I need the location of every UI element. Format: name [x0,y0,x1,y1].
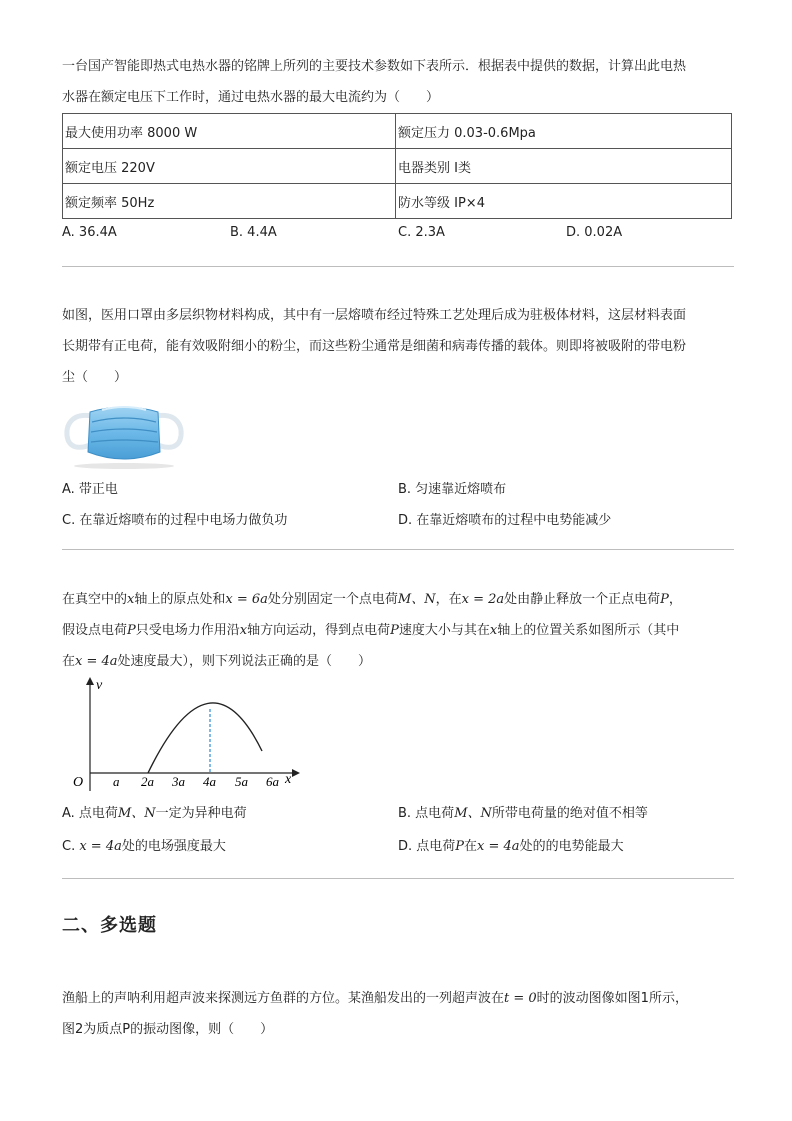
text: 假设点电荷 [62,623,128,638]
math: P [455,839,465,854]
q1-option-d[interactable]: D. 0.02A [566,225,623,240]
math: P [127,623,136,638]
q2-stem-line1: 如图，医用口罩由多层织物材料构成，其中有一层熔喷布经过特殊工艺处理后成为驻极体材料，这层材料表面 [62,308,687,323]
question-divider [62,549,734,550]
q2-stem-line2: 长期带有正电荷，能有效吸附细小的粉尘，而这些粉尘通常是细菌和病毒传播的载体。则即将被吸附的带电粉 [62,339,687,354]
text: 轴方向运动，得到点电荷 [247,623,391,638]
q1-option-c[interactable]: C. 2.3A [398,225,445,240]
math: t = 0 [504,991,537,1006]
math: P [660,592,669,607]
surgical-mask-image [62,398,186,470]
question-divider [62,878,734,879]
table-row [63,184,732,219]
q1-stem-line2: 水器在额定电压下工作时，通过电热水器的最大电流约为（ ） [62,90,440,105]
text: 轴上的位置关系如图所示（其中 [497,623,680,638]
tick-label-4a: 4a [203,774,216,789]
q3-option-a[interactable] [62,804,247,824]
math: P [390,623,399,638]
text: 在 [62,654,76,669]
q1-stem [62,51,734,113]
text: 处由静止释放一个正点电荷 [504,592,661,607]
q2-option-b[interactable]: B. 匀速靠近熔喷布 [398,482,507,497]
q3-option-d[interactable] [398,837,624,857]
q3-option-b[interactable] [398,804,648,824]
table-row [63,114,732,149]
math: x [127,592,135,607]
y-axis-arrow [86,677,94,685]
math: M、N [397,592,436,607]
text: 速度大小与其在 [398,623,490,638]
math: x = 4a [477,839,520,854]
table-cell: 额定频率 50Hz [63,184,396,219]
math: x = 2a [461,592,505,607]
q1-stem-line1: 一台国产智能即热式电热水器的铭牌上所列的主要技术参数如下表所示．根据表中提供的数据，计算出此电热 [62,59,687,74]
tick-label-5a: 5a [235,774,248,789]
q2-option-c[interactable]: C. 在靠近熔喷布的过程中电场力做负功 [62,513,288,528]
q3-stem [62,584,734,677]
tick-label-3a: 3a [172,774,185,789]
q3-stem-line1 [62,584,734,615]
tick-label-6a: 6a [266,774,279,789]
text: 轴上的原点处和 [134,592,226,607]
question-divider [62,266,734,267]
text: C. [62,839,80,854]
text: 在真空中的 [62,592,128,607]
text: ， [668,592,682,607]
text: 只受电场力作用沿 [135,623,240,638]
x-axis-label: x [285,772,292,787]
q2-option-d[interactable]: D. 在靠近熔喷布的过程中电势能减少 [398,513,612,528]
q3-option-c[interactable] [62,837,226,857]
q3-options-row1 [62,804,734,824]
table-cell: 电器类别 Ⅰ类 [396,149,732,184]
text: 处速度最大），则下列说法正确的是（ ） [117,654,372,669]
tick-label-a: a [113,774,120,789]
text: D. 点电荷 [398,839,456,854]
q2-option-a[interactable]: A. 带正电 [62,482,118,497]
text: 在 [464,839,478,854]
q1-spec-table [62,113,732,219]
math: x = 4a [79,839,122,854]
table-cell: 最大使用功率 8000 W [63,114,396,149]
math: x = 4a [75,654,118,669]
q2-options-row2 [62,509,734,529]
y-axis-label: v [96,678,103,693]
math: M、N [454,806,492,821]
q2-options-row1 [62,478,734,498]
q3-options-row2 [62,837,734,857]
velocity-curve [148,703,262,773]
q1-options [62,225,734,245]
q4-stem [62,983,734,1045]
q1-option-a[interactable]: A. 36.4A [62,225,117,240]
text: ，在 [435,592,462,607]
q4-stem-line1 [62,983,734,1014]
q2-stem [62,300,734,393]
q3-stem-line2 [62,615,734,646]
text: 处的的电势能最大 [519,839,624,854]
text: B. 点电荷 [398,806,455,821]
q2-stem-line3: 尘（ ） [62,370,128,385]
q4-stem-line2: 图2为质点P的振动图像，则（ ） [62,1022,274,1037]
origin-label: O [73,775,84,790]
text: 所带电荷量的绝对值不相等 [491,806,648,821]
text: 渔船上的声呐利用超声波来探测远方鱼群的方位。某渔船发出的一列超声波在 [62,991,505,1006]
text: 处的电场强度最大 [121,839,226,854]
math: x = 6a [225,592,268,607]
math: M、N [117,806,156,821]
table-cell: 额定电压 220V [63,149,396,184]
velocity-position-graph [62,673,312,803]
text: 一定为异种电荷 [155,806,247,821]
q1-option-b[interactable]: B. 4.4A [230,225,277,240]
section-title: 二、多选题 [62,915,157,936]
tick-label-2a: 2a [141,774,154,789]
x-axis-arrow [292,769,300,777]
table-row [63,149,732,184]
math: x [489,623,498,638]
table-cell: 防水等级 IP×4 [396,184,732,219]
table-cell: 额定压力 0.03-0.6Mpa [396,114,732,149]
text: 处分别固定一个点电荷 [267,592,398,607]
math: x [239,623,248,638]
text: 时的波动图像如图1所示， [536,991,688,1006]
text: A. 点电荷 [62,806,118,821]
